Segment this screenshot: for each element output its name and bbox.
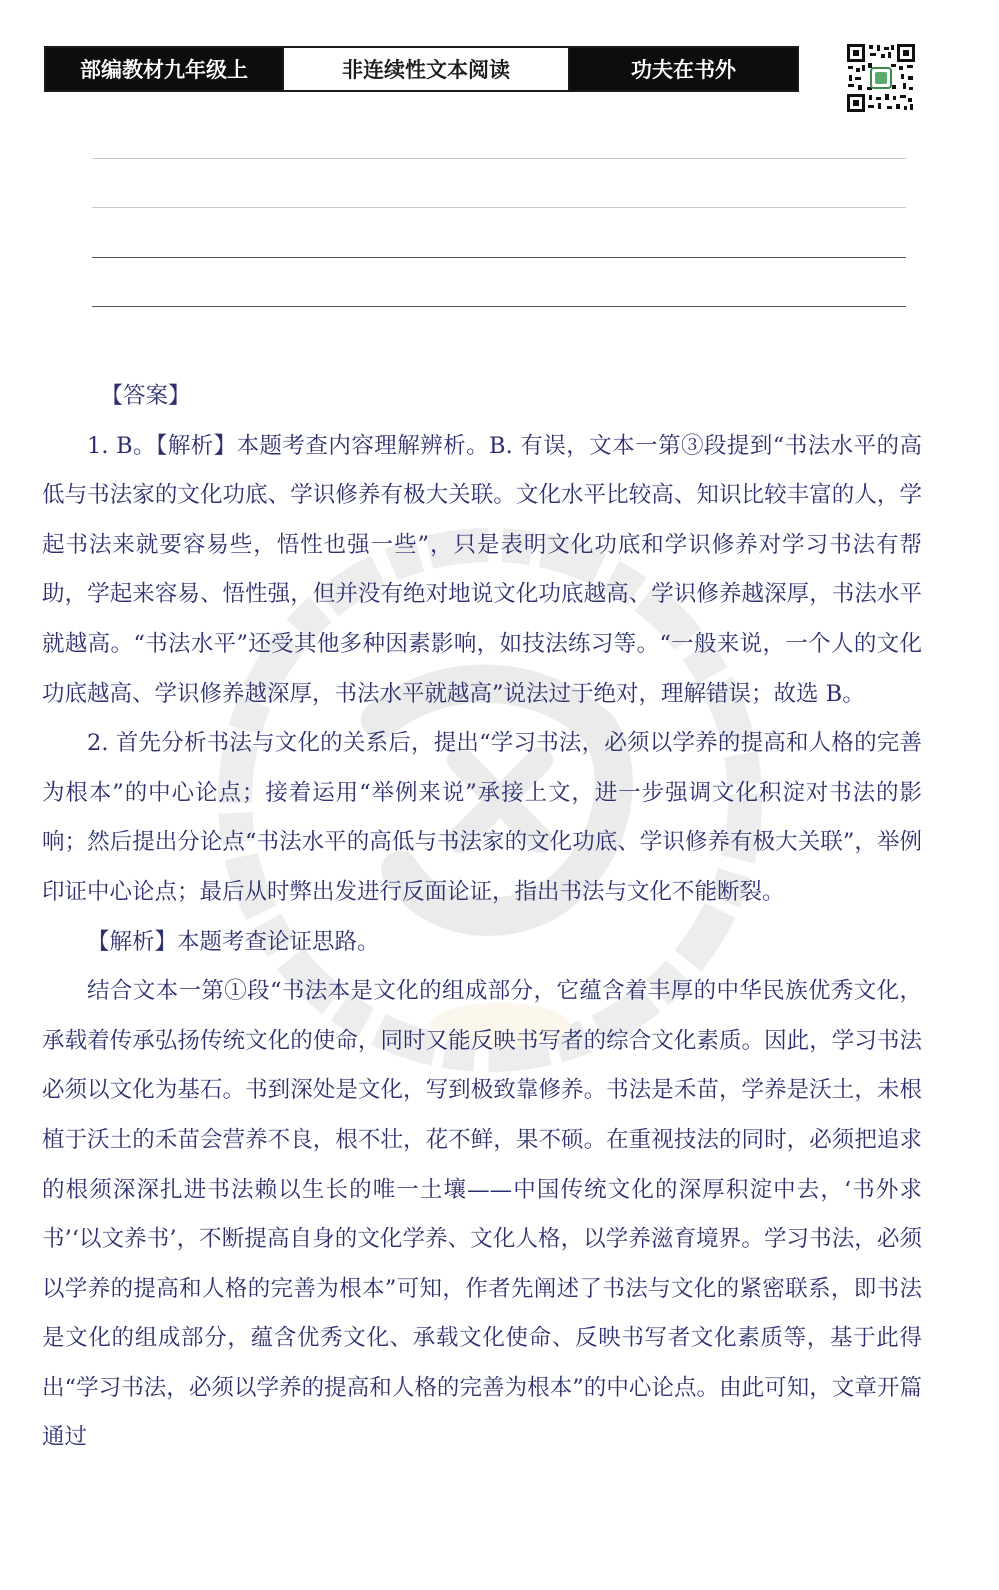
answer-line-3: [92, 257, 906, 258]
qr-code-icon: [846, 43, 916, 113]
answer-paragraph: 1. B。【解析】本题考查内容理解辨析。B. 有误，文本一第③段提到“书法水平的高低与书法家的文化功底、学识修养有极大关联。文化水平比较高、知识比较丰富的人，学起书法来就要容易些，悟性也强一些”，只是表明文化功底和学识修养对学习书法有帮助，学起来容易、悟性强，但并没有绝对地说文化功底越高、学识修养越深厚，书法水平就越高。“书法水平”还受其他多种因素影响，如技法练习等。“一般来说，一个人的文化功底越高、学识修养越深厚，书法水平就越高”说法过于绝对，理解错误；故选 B。: [42, 432, 922, 707]
header-bar: [44, 46, 799, 92]
analysis-heading: 【解析】本题考查论证思路。: [87, 928, 380, 955]
header-topic-label: 非连续性文本阅读: [282, 48, 570, 90]
header-title-label: 功夫在书外: [570, 48, 797, 90]
answer-line-2: [92, 207, 906, 208]
answer-paragraph: 2. 首先分析书法与文化的关系后，提出“学习书法，必须以学养的提高和人格的完善为根本”的中心论点；接着运用“举例来说”承接上文，进一步强调文化积淀对书法的影响；然后提出分论点“书法水平的高低与书法家的文化功底、学识修养有极大关联”，举例印证中心论点；最后从时弊出发进行反面论证，指出书法与文化不能断裂。: [42, 730, 922, 905]
answer-line-4: [92, 306, 906, 307]
answer-content: [42, 372, 922, 1463]
answer-line-1: [92, 158, 906, 159]
header-grade-label: 部编教材九年级上: [46, 48, 282, 90]
answer-heading: 【答案】: [100, 383, 191, 409]
analysis-paragraph: 结合文本一第①段“书法本是文化的组成部分，它蕴含着丰厚的中华民族优秀文化，承载着传承弘扬传统文化的使命，同时又能反映书写者的综合文化素质。因此，学习书法必须以文化为基石。书到深处是文化，写到极致靠修养。书法是禾苗，学养是沃土，未根植于沃土的禾苗会营养不良，根不壮，花不鲜，果不硕。在重视技法的同时，必须把追求的根须深深扎进书法赖以生长的唯一土壤——中国传统文化的深厚积淀中去，‘书外求书’‘以文养书’，不断提高自身的文化学养、文化人格，以学养滋育境界。学习书法，必须以学养的提高和人格的完善为根本”可知，作者先阐述了书法与文化的紧密联系，即书法是文化的组成部分，蕴含优秀文化、承载文化使命、反映书写者文化素质等，基于此得出“学习书法，必须以学养的提高和人格的完善为根本”的中心论点。由此可知，文章开篇通过: [42, 978, 922, 1451]
